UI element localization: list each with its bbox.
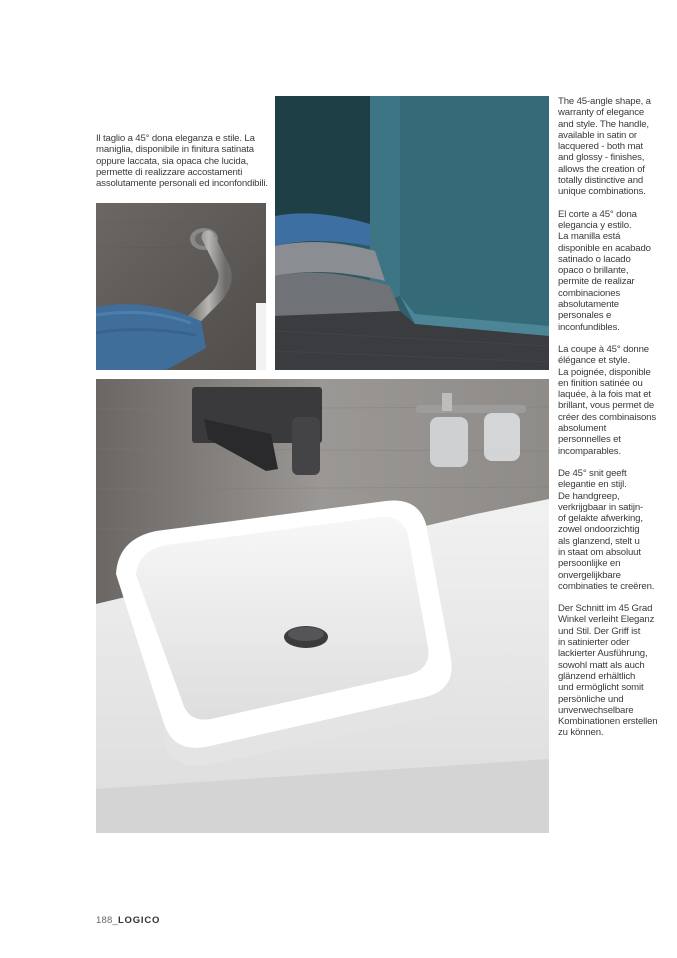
italian-caption: Il taglio a 45° dona eleganza e stile. La maniglia, disponibile in finitura satinata oppure laccata, sia opaca che lucida, permette di realizzare accostamenti assolutamente personali ed inconfondibili. <box>96 133 268 190</box>
text-dutch: De 45° snit geeft elegantie en stijl. De handgreep, verkrijgbaar in satijn- of gelakte afwerking, zowel ondoorzichtig als glanzend, stelt u in staat om absoluut persoonlijke en onvergelijkbare combinaties te creëren. <box>558 467 655 592</box>
page-footer <box>96 915 160 926</box>
brand-name: LOGICO <box>117 915 161 926</box>
handle-towel-photo <box>96 203 266 370</box>
text-german: Der Schnitt im 45 Grad Winkel verleiht Eleganz und Stil. Der Griff ist in satinierter oder lackierter Ausführung, sowohl matt als auch glänzend erhältlich und ermöglicht somit persönliche und unverwechselbare Kombinationen erstellen zu können. <box>558 603 658 739</box>
text-spanish: El corte a 45° dona elegancia y estilo. La manilla está disponible en acabado satinado o lacado opaco o brillante, permite de realizar combinaciones absolutamente personales e inconfundibles. <box>558 208 651 333</box>
text-english: The 45-angle shape, a warranty of elegance and style. The handle, available in satin or lacquered - both mat and glossy - finishes, allows the creation of totally distinctive and unique combinations. <box>558 96 651 198</box>
page-number: 188_ <box>96 915 118 926</box>
teal-shelf-photo <box>275 96 549 370</box>
text-french: La coupe à 45° donne élégance et style. La poignée, disponible en finition satinée ou laquée, à la fois mat et brillant, vous permet de créer des combinaisons absolument personnelles et incomparables. <box>558 343 657 457</box>
washbasin-photo <box>96 379 549 833</box>
multilingual-description <box>558 96 662 750</box>
